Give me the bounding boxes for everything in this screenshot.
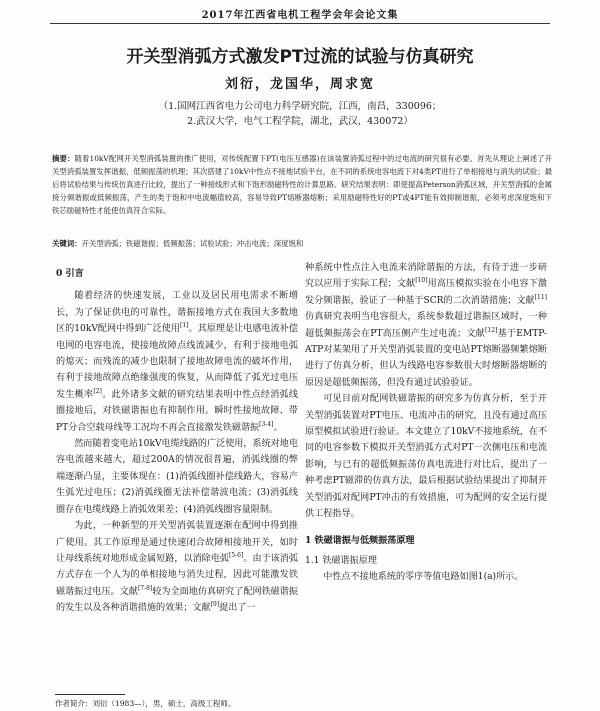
section-heading-0: 0 引言 (56, 268, 84, 279)
paragraph: 种系统中性点注入电流来消除谐振的方法，有待于进一步研究以应用于实际工程；文献[10]用高压模拟实验在小电容下激发分频谐振，验证了一种基于SCR的二次消谐措施；文献[11]仿真研究表明当电容很大，系统参数超过谐振区域时，一种超低频振荡会在PT高压侧产生过电流；文献[12]基于EMTP-ATP对某架用了开关型消弧装置的变电站PT熔断器频繁熔断进行了仿真分析，但认为线路电容参数很大时熔断器熔断的原因是超低频振荡，但没有通过试验验证。 (305, 263, 548, 388)
authors: 刘衍，龙国华，周求宽 (224, 77, 375, 92)
paragraph: 随着经济的快速发展，工业以及居民用电需求不断增长，为了保证供电的可靠性，谐振接地方式在我国大多数地区的10kV配网中得到广泛使用[1]。其原理是让电感电流补偿电网的电容电流，使接地故障点线流减少，有利于接地电弧的熄灭；而残流的减少也限制了接地故障电流的破坏作用，有利于接地故障点绝缘强度的恢复，从而降低了弧光过电压发生概率[2]。此外诸多文献的研究结果表明中性点经消弧线圈接地后，对铁磁谐振也有抑制作用。瞬时性接地故障、带PT分合空载母线等工况均不再会直接激发铁磁谐振[3-4]。 (56, 291, 298, 433)
abstract-label: 摘要： (52, 154, 75, 163)
paper-title: 开关型消弧方式激发PT过流的试验与仿真研究 (126, 47, 474, 67)
affiliation-2: 2.武汉大学，电气工程学院，湖北，武汉，430072） (187, 116, 413, 127)
author-footnote: 作者简介：刘衍（1983—），男，硕士，高级工程师。 (55, 699, 236, 708)
left-column (56, 260, 298, 617)
keywords-label: 关键词： (52, 239, 82, 248)
keywords (52, 238, 552, 249)
section-heading-1: 1 铁磁谐振与低频振荡原理 (305, 534, 415, 546)
affiliation-1: （1.国网江西省电力公司电力科学研究院，江西，南昌，330096； (158, 101, 442, 112)
abstract (52, 152, 552, 217)
footnote-rule (55, 694, 125, 695)
running-header: 2017年江西省电机工程学会年会论文集 (201, 10, 399, 21)
paragraph: 为此，一种新型的开关型消弧装置逐渐在配网中得到推广使用。其工作原理是通过快速闭合故障相接地开关，如时让母线系统对地形成金属短路，以消除电弧[5-6]。由于该消弧方式存在一个人为的单相接地与消失过程，因此可能激发铁磁谐振过电压。文献[7-8]较为全面地仿真研究了配网铁磁谐振的发生以及各种消谐措施的效果；文献[9]提出了一 (56, 521, 298, 614)
abstract-text: 随着10kV配网开关型消弧装置的推广使用，对传统配置下PT(电压互感器)在该装置消弧过程中的过电流的研究很有必要。首先从理论上阐述了开关型消弧装置发挥谐振、低频振荡的机理；其次搭建了10kV中性点不接地试验平台，在不同的系统电容电流下对4类PT进行了单相接地与消失的试验；最后将试验结果与传统仿真进行比较，提出了一种接线形式和下饱形励磁特性的计算思路。研究结果表明：即使提高Peterson消弧区域，开关型消弧的金属接分频谐振或低频振荡，产生的类于饱和中电流幅值较高，容易导致PT熔断器熔断；采用励磁特性好的PT或4PT能有效抑制谐振，必须考虑深度饱和下铁芯励磁特性才能使仿真符合实际。 (52, 154, 552, 216)
paragraph: 中性点不接地系统的零序等值电路如图1(a)所示。 (323, 572, 524, 583)
right-column (305, 260, 547, 586)
paragraph: 可见目前对配网铁磁谐振的研究多为仿真分析，至于开关型消弧装置对PT电压、电流冲击的研究，且没有通过高压原型模拟试验进行验证。本文建立了10kV不接地系统，在不同的电容参数下模拟开关型消弧方式对PT一次侧电压和电流影响，与已有的超低频振荡仿真电流进行对比后，提出了一种考虑PT磁滞的仿真方法，最后根据试验结果提出了抑制开关型消弧对配网PT冲击的有效措施，可为配网的安全运行提供工程指导。 (305, 394, 547, 520)
paragraph: 然而随着变电站10kV电缆线路的广泛使用，系统对地电容电流越来越大，超过200A的情况很普遍，消弧线圈的弊端逐渐凸显，主要体现在：(1)消弧线圈补偿线路大，容易产生弧光过电压；(2)消弧线圈无法补偿谐波电流；(3)消弧线圈存在电缆线路上消弧效果差；(4)消弧线圈容量限制。 (56, 439, 298, 515)
header-rule (50, 23, 550, 24)
keywords-text: 开关型消弧；铁磁谐振；低频振荡；试验试验；冲击电流；深度饱和 (81, 239, 304, 248)
subsection-heading: 1.1 铁磁谐振原理 (305, 555, 377, 566)
